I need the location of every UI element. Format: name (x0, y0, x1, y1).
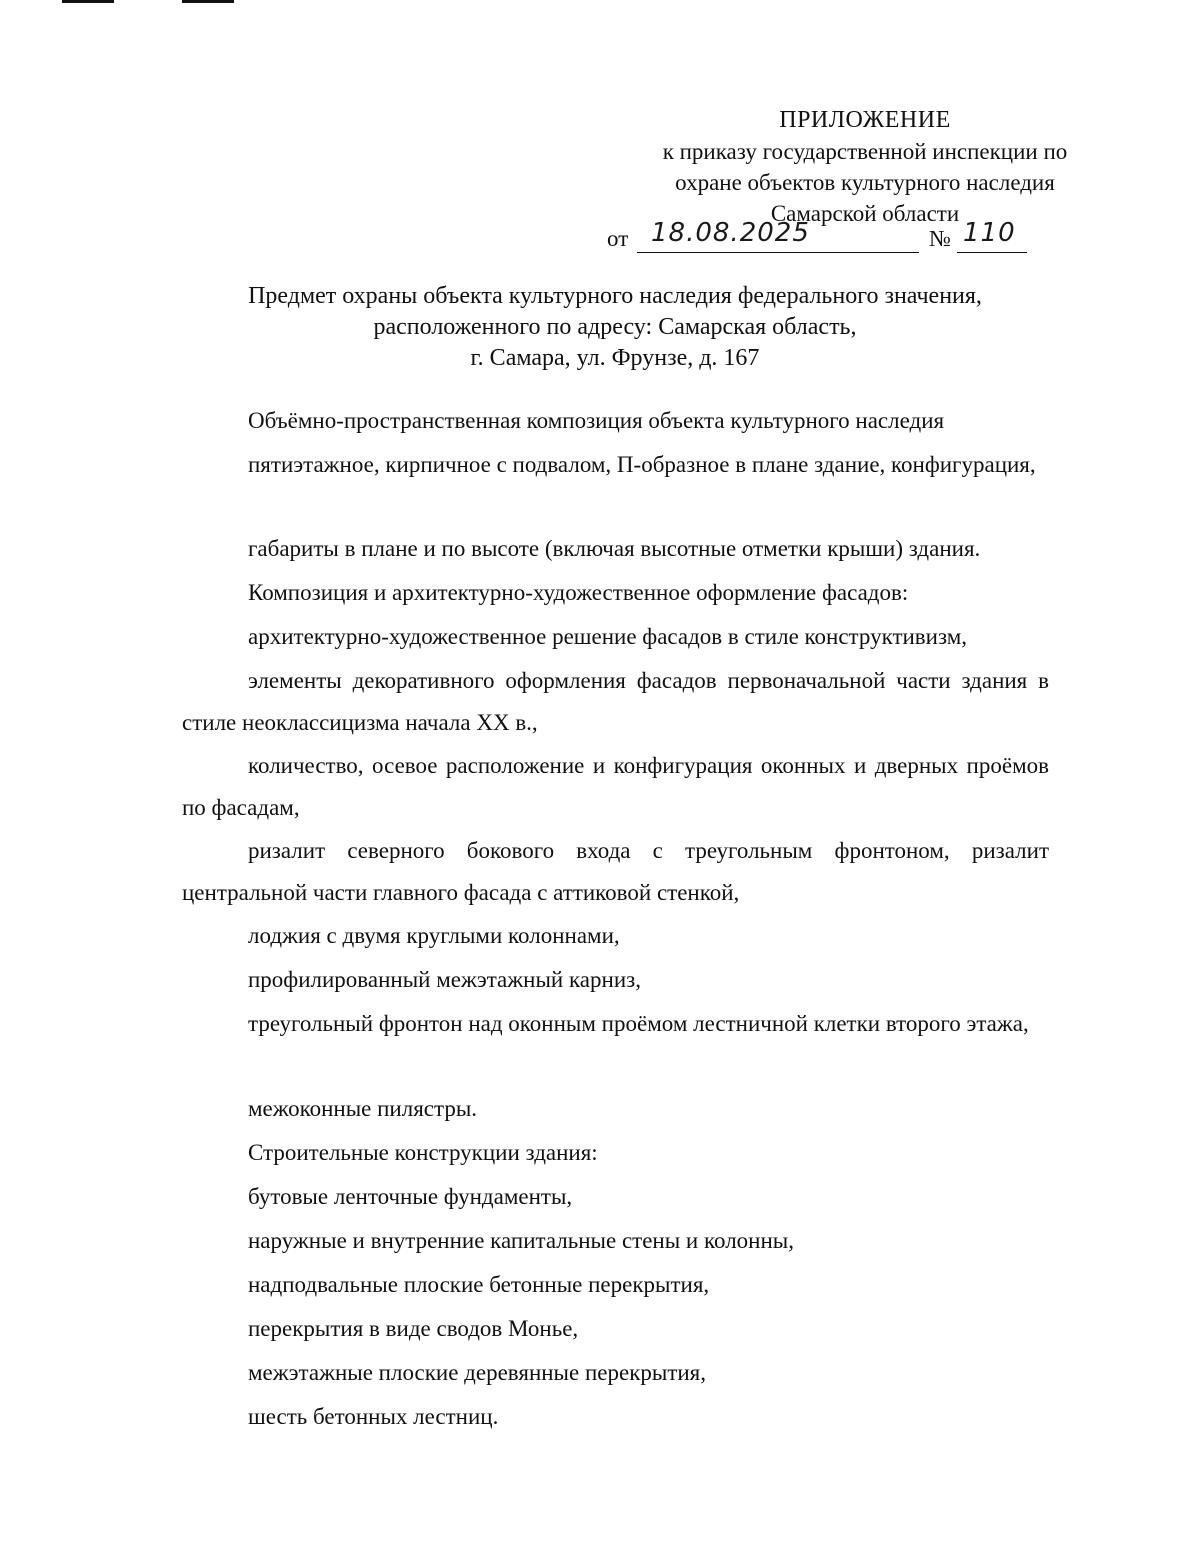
paragraph: межоконные пилястры. (248, 1096, 478, 1121)
number-underline (957, 252, 1027, 253)
paragraph: наружные и внутренние капитальные стены и колонны, (248, 1228, 794, 1253)
paragraph: лоджия с двумя круглыми колоннами, (248, 923, 620, 948)
date-label: от (607, 226, 629, 251)
section-heading: Композиция и архитектурно-художественное оформление фасадов: (248, 580, 909, 605)
paragraph: бутовые ленточные фундаменты, (248, 1184, 573, 1209)
paragraph: профилированный межэтажный карниз, (248, 967, 641, 992)
paragraph: межэтажные плоские деревянные перекрытия, (248, 1360, 707, 1385)
paragraph: шесть бетонных лестниц. (248, 1404, 499, 1429)
order-date-number (607, 218, 1027, 256)
scan-edge-mark (182, 0, 234, 3)
paragraph: перекрытия в виде сводов Монье, (248, 1316, 579, 1341)
appendix-line: охране объектов культурного наследия (675, 170, 1055, 195)
section-heading: Строительные конструкции здания: (248, 1140, 598, 1165)
date-underline (637, 252, 919, 253)
number-label: № (929, 226, 951, 251)
appendix-heading: ПРИЛОЖЕНИЕ (779, 107, 951, 133)
title-line: Предмет охраны объекта культурного наследия федерального значения, (248, 283, 982, 309)
section-heading: Объёмно-пространственная композиция объекта культурного наследия (248, 408, 945, 433)
title-line: г. Самара, ул. Фрунзе, д. 167 (470, 345, 760, 371)
appendix-line: к приказу государственной инспекции по (662, 139, 1068, 164)
paragraph: надподвальные плоские бетонные перекрытия, (248, 1272, 710, 1297)
paragraph: пятиэтажное, кирпичное с подвалом, П-образное в плане здание, конфигурация, (248, 452, 1036, 477)
handwritten-date: 18.08.2025 (651, 218, 810, 248)
paragraph: ризалит северного бокового входа с треугольным фронтоном, ризалит центральной части главного фасада с аттиковой стенкой, (182, 838, 1049, 905)
title-line: расположенного по адресу: Самарская область, (373, 314, 857, 340)
paragraph: элементы декоративного оформления фасадов первоначальной части здания в стиле неоклассицизма начала XX в., (182, 668, 1049, 735)
paragraph: треугольный фронтон над оконным проёмом лестничной клетки второго этажа, (248, 1011, 1029, 1036)
appendix-line: Самарской области (770, 201, 960, 226)
paragraph: архитектурно-художественное решение фасадов в стиле конструктивизм, (248, 624, 968, 649)
handwritten-number: 110 (963, 218, 1016, 248)
paragraph: количество, осевое расположение и конфигурация оконных и дверных проёмов по фасадам, (182, 753, 1049, 820)
paragraph: габариты в плане и по высоте (включая высотные отметки крыши) здания. (248, 536, 981, 561)
document-title (150, 281, 1080, 374)
appendix-block (560, 105, 1170, 229)
scan-edge-mark (62, 0, 114, 3)
